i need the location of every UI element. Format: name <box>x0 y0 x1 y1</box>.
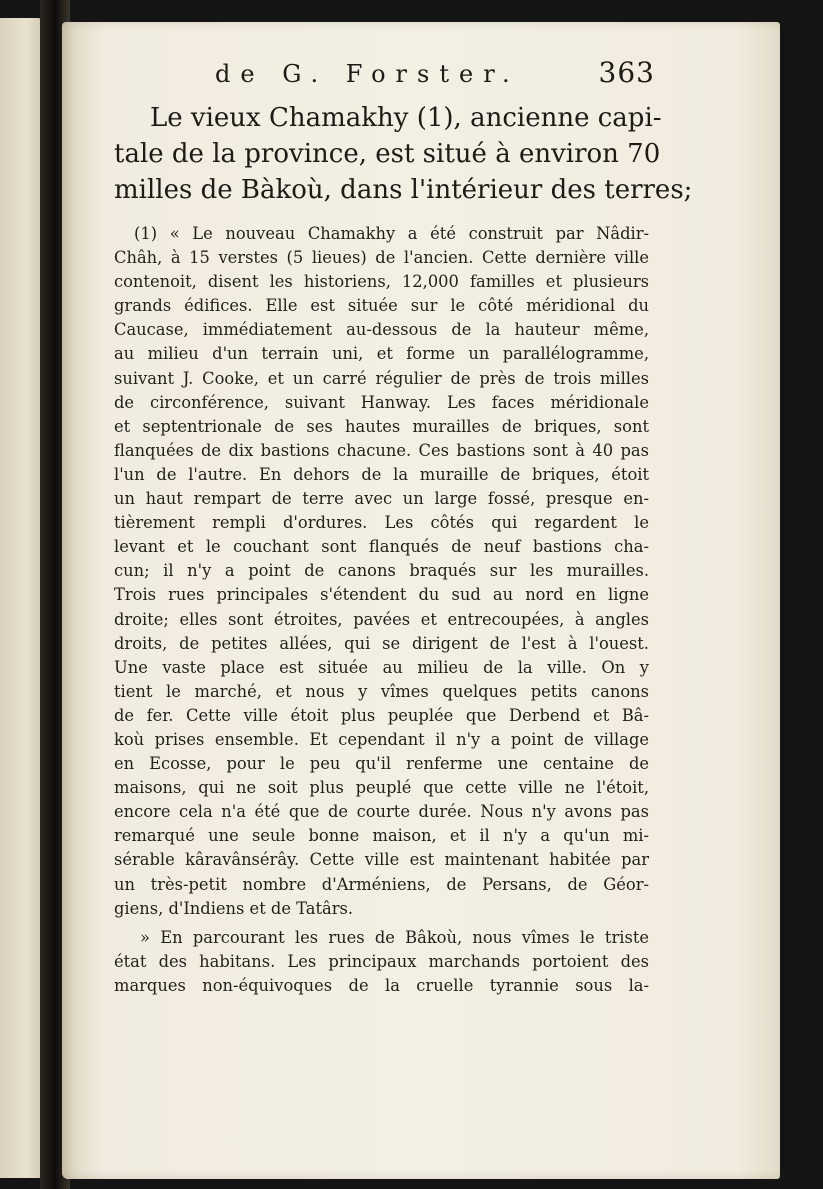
footnote <box>114 222 649 998</box>
main-text-line: tale de la province, est situé à environ 70 <box>114 139 661 169</box>
footnote-line: koù prises ensemble. Et cependant il n'y a point de village <box>114 729 649 749</box>
previous-page-edge <box>0 18 44 1178</box>
footnote-line: giens, d'Indiens et de Tatârs. <box>114 898 354 918</box>
footnote-line: au milieu d'un terrain uni, et forme un parallélogramme, <box>114 344 649 364</box>
footnote-line: Une vaste place est située au milieu de la ville. On y <box>114 657 649 677</box>
footnote-line: un très-petit nombre d'Arméniens, de Persans, de Géor- <box>114 874 649 894</box>
main-text-line: Le vieux Chamakhy (1), ancienne capi- <box>150 103 662 133</box>
footnote-line: remarqué une seule bonne maison, et il n'y a qu'un mi- <box>114 826 649 846</box>
footnote-line: Trois rues principales s'étendent du sud au nord en ligne <box>114 585 649 605</box>
footnote-line: (1) « Le nouveau Chamakhy a été construit par Nâdir- <box>134 224 649 243</box>
main-text-line: milles de Bàkoù, dans l'intérieur des terres; <box>114 175 693 205</box>
footnote-line: tièrement rempli d'ordures. Les côtés qui regardent le <box>114 513 649 533</box>
footnote-line: tient le marché, et nous y vîmes quelques petits canons <box>114 681 649 701</box>
footnote-line: grands édifices. Elle est située sur le côté méridional du <box>114 296 649 316</box>
main-text <box>114 100 693 208</box>
footnote-line: flanquées de dix bastions chacune. Ces bastions sont à 40 pas <box>114 440 649 460</box>
footnote-line: Caucase, immédiatement au-dessous de la hauteur même, <box>114 320 649 340</box>
footnote-line: Châh, à 15 verstes (5 lieues) de l'ancien. Cette dernière ville <box>114 248 649 268</box>
footnote-line: cun; il n'y a point de canons braqués sur les murailles. <box>114 561 649 581</box>
footnote-line: droite; elles sont étroites, pavées et entrecoupées, à angles <box>114 609 649 629</box>
footnote-paragraph <box>114 926 649 998</box>
footnote-line: l'un de l'autre. En dehors de la muraille de briques, étoit <box>114 464 649 484</box>
running-head-title: de G. Forster. <box>215 60 520 88</box>
footnote-line: de circonférence, suivant Hanway. Les faces méridionale <box>114 392 649 412</box>
footnote-line: sérable kâravânsérây. Cette ville est maintenant habitée par <box>114 850 649 870</box>
footnote-line: état des habitans. Les principaux marchands portoient des <box>114 951 649 971</box>
footnote-line: en Ecosse, pour le peu qu'il renferme une centaine de <box>114 754 649 774</box>
footnote-line: marques non-équivoques de la cruelle tyrannie sous la- <box>114 975 649 995</box>
footnote-line: » En parcourant les rues de Bâkoù, nous vîmes le triste <box>140 927 649 947</box>
footnote-line: contenoit, disent les historiens, 12,000 familles et plusieurs <box>114 272 649 292</box>
footnote-line: droits, de petites allées, qui se dirigent de l'est à l'ouest. <box>114 633 649 653</box>
footnote-line: encore cela n'a été que de courte durée. Nous n'y avons pas <box>114 802 649 822</box>
footnote-line: suivant J. Cooke, et un carré régulier de près de trois milles <box>114 368 649 388</box>
footnote-line: levant et le couchant sont flanqués de neuf bastions cha- <box>114 537 649 557</box>
footnote-line: un haut rempart de terre avec un large fossé, presque en- <box>114 489 649 509</box>
footnote-line: de fer. Cette ville étoit plus peuplée que Derbend et Bâ- <box>114 705 649 725</box>
footnote-line: et septentrionale de ses hautes murailles de briques, sont <box>114 416 649 436</box>
page-number: 363 <box>598 56 655 89</box>
footnote-paragraph <box>114 222 649 921</box>
running-head <box>215 56 655 96</box>
footnote-line: maisons, qui ne soit plus peuplé que cette ville ne l'étoit, <box>114 778 649 798</box>
